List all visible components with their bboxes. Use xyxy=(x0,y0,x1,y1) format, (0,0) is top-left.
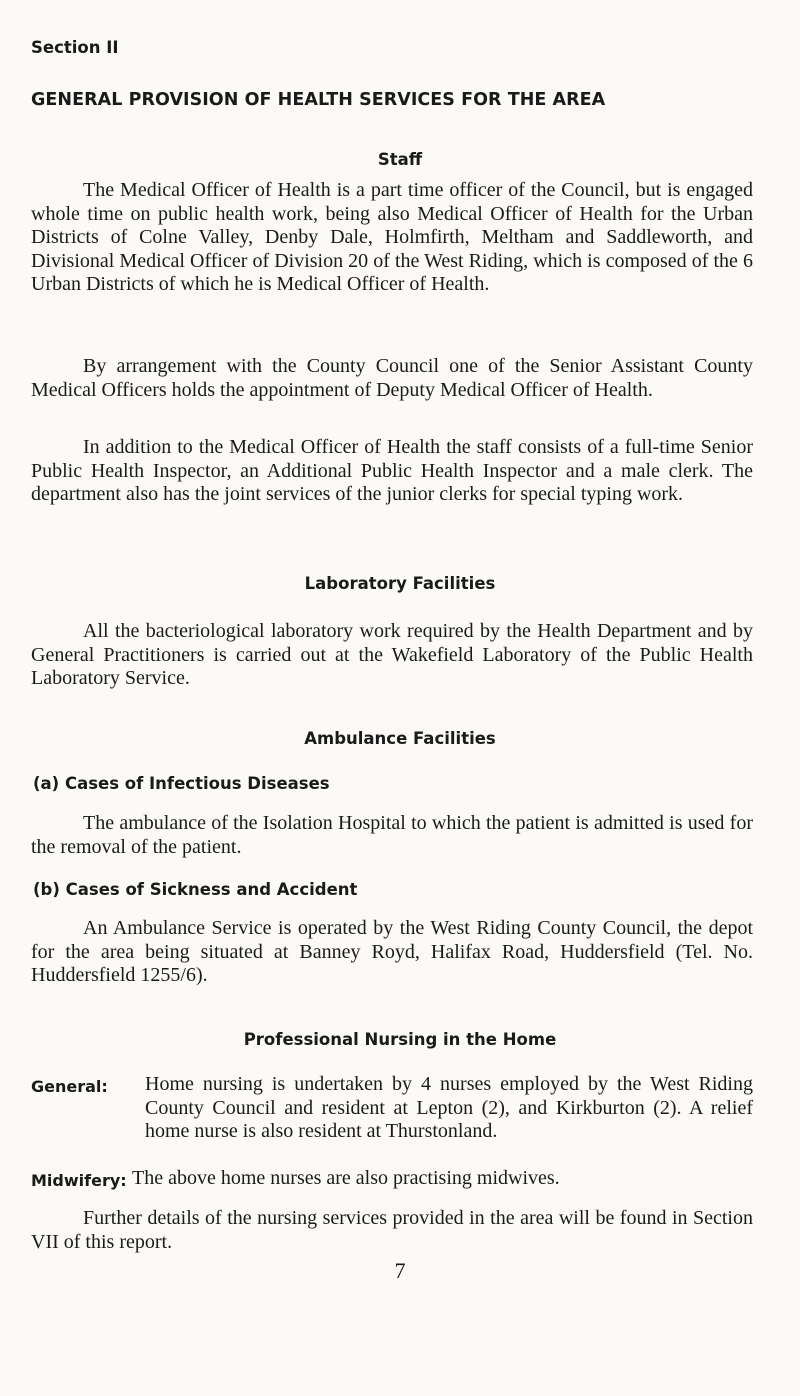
nursing-heading: Professional Nursing in the Home xyxy=(243,1030,557,1049)
general-paragraph xyxy=(145,1073,753,1144)
page-number: 7 xyxy=(394,1258,406,1283)
staff-heading: Staff xyxy=(377,150,423,169)
general-paragraph-text: Home nursing is undertaken by 4 nurses employed by the West Riding County Council and resident at Lepton (2), and Kirkburton (2). A relief home nurse is also resident at Thurstonland. xyxy=(145,1073,753,1142)
general-label: General: xyxy=(31,1077,108,1096)
midwifery-text: The above home nurses are also practising midwives. xyxy=(132,1167,560,1189)
staff-paragraph-1 xyxy=(31,179,753,297)
staff-paragraph-3 xyxy=(31,436,753,507)
case-b-paragraph xyxy=(31,917,753,988)
laboratory-paragraph-text: All the bacteriological laboratory work required by the Health Department and by General Practitioners is carried out at the Wakefield Laboratory of the Public Health Laboratory Service. xyxy=(31,620,753,689)
case-a-heading: (a) Cases of Infectious Diseases xyxy=(33,774,330,793)
midwifery-label: Midwifery: xyxy=(31,1171,127,1190)
further-details-paragraph xyxy=(31,1207,753,1254)
page-title: GENERAL PROVISION OF HEALTH SERVICES FOR THE AREA xyxy=(31,90,606,110)
case-b-heading: (b) Cases of Sickness and Accident xyxy=(33,880,358,899)
further-details-paragraph-text: Further details of the nursing services provided in the area will be found in Section VII of this report. xyxy=(31,1207,753,1253)
case-b-paragraph-text: An Ambulance Service is operated by the West Riding County Council, the depot for the area being situated at Banney Royd, Halifax Road, Huddersfield (Tel. No. Huddersfield 1255/6). xyxy=(31,917,753,986)
staff-paragraph-1-text: The Medical Officer of Health is a part time officer of the Council, but is engaged whole time on public health work, being also Medical Officer of Health for the Urban Districts of Colne Valley, Denby Dale, Holmfirth, Meltham and Saddleworth, and Divisional Medical Officer of Division 20 of the West Riding, which is composed of the 6 Urban Districts of which he is Medical Officer of Health. xyxy=(31,179,753,295)
staff-paragraph-2 xyxy=(31,355,753,402)
staff-paragraph-3-text: In addition to the Medical Officer of Health the staff consists of a full-time Senior Public Health Inspector, an Additional Public Health Inspector and a male clerk. The department also has the joint services of the junior clerks for special typing work. xyxy=(31,436,753,505)
section-label: Section II xyxy=(31,38,119,57)
ambulance-heading: Ambulance Facilities xyxy=(304,729,496,748)
staff-paragraph-2-text: By arrangement with the County Council one of the Senior Assistant County Medical Officers holds the appointment of Deputy Medical Officer of Health. xyxy=(31,355,753,401)
laboratory-paragraph xyxy=(31,620,753,691)
laboratory-heading: Laboratory Facilities xyxy=(304,574,496,593)
case-a-paragraph-text: The ambulance of the Isolation Hospital to which the patient is admitted is used for the removal of the patient. xyxy=(31,812,753,858)
case-a-paragraph xyxy=(31,812,753,859)
